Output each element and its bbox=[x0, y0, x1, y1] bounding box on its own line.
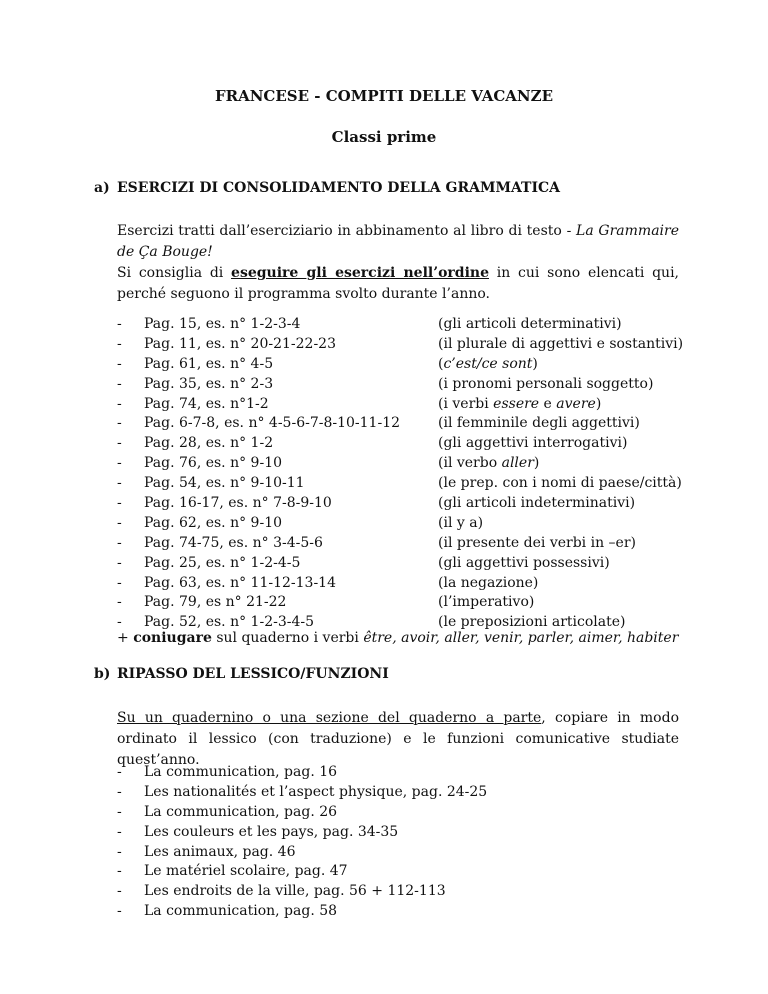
list-item bbox=[117, 574, 717, 594]
bullet-dash: - bbox=[117, 335, 122, 352]
section-a-advice bbox=[117, 263, 679, 305]
section-a-heading bbox=[94, 180, 560, 196]
exercise-ref: Pag. 16-17, es. n° 7-8-9-10 bbox=[144, 495, 332, 512]
bullet-dash: - bbox=[117, 415, 122, 432]
coniugare-bold: coniugare bbox=[133, 630, 212, 646]
lexicon-item: Les nationalités et l’aspect physique, pag. 24-25 bbox=[144, 783, 488, 800]
exercise-ref: Pag. 63, es. n° 11-12-13-14 bbox=[144, 574, 337, 591]
section-a-intro bbox=[117, 221, 679, 263]
section-b-intro bbox=[117, 708, 679, 771]
exercise-topic: (il verbo aller) bbox=[438, 455, 540, 472]
book-title: La Grammaire de Ça Bouge! bbox=[117, 223, 680, 260]
exercise-topic: (il plurale di aggettivi e sostantivi) bbox=[438, 335, 684, 352]
exercise-topic: (i pronomi personali soggetto) bbox=[438, 375, 654, 392]
list-item bbox=[117, 355, 717, 375]
list-item bbox=[117, 494, 717, 514]
coniugare-plus: + bbox=[117, 630, 134, 646]
list-item bbox=[117, 414, 717, 434]
bullet-dash: - bbox=[117, 514, 122, 531]
lexicon-item: Les endroits de la ville, pag. 56 + 112-113 bbox=[144, 883, 446, 900]
bullet-dash: - bbox=[117, 883, 122, 900]
list-item bbox=[117, 474, 717, 494]
exercise-topic: (gli aggettivi possessivi) bbox=[438, 554, 610, 571]
exercise-topic: (l’imperativo) bbox=[438, 594, 535, 611]
section-b-heading bbox=[94, 666, 389, 682]
bullet-dash: - bbox=[117, 863, 122, 880]
lexicon-item: Les couleurs et les pays, pag. 34-35 bbox=[144, 823, 399, 840]
exercise-ref: Pag. 61, es. n° 4-5 bbox=[144, 355, 274, 372]
list-item bbox=[117, 882, 677, 902]
exercise-ref: Pag. 11, es. n° 20-21-22-23 bbox=[144, 335, 337, 352]
section-a-title: ESERCIZI DI CONSOLIDAMENTO DELLA GRAMMATICA bbox=[117, 180, 561, 196]
advice-suffix: in cui sono elencati qui, perché seguono il programma svolto durante l’anno. bbox=[117, 265, 679, 302]
exercise-topic: (gli aggettivi interrogativi) bbox=[438, 435, 628, 452]
list-item bbox=[117, 843, 677, 863]
exercise-list bbox=[117, 315, 717, 633]
list-item bbox=[117, 375, 717, 395]
list-item bbox=[117, 514, 717, 534]
exercise-ref: Pag. 54, es. n° 9-10-11 bbox=[144, 475, 305, 492]
bullet-dash: - bbox=[117, 554, 122, 571]
section-a-letter: a) bbox=[94, 180, 110, 196]
exercise-topic: (i verbi essere e avere) bbox=[438, 395, 602, 412]
exercise-topic: (c’est/ce sont) bbox=[438, 355, 538, 372]
intro-underlined: Su un quadernino o una sezione del quaderno a parte bbox=[117, 710, 542, 726]
list-item bbox=[117, 803, 677, 823]
exercise-topic: (le preposizioni articolate) bbox=[438, 614, 626, 631]
coniugare-line bbox=[117, 630, 678, 646]
bullet-dash: - bbox=[117, 614, 122, 631]
lexicon-item: La communication, pag. 58 bbox=[144, 903, 338, 920]
advice-prefix: Si consiglia di bbox=[117, 265, 232, 281]
bullet-dash: - bbox=[117, 764, 122, 780]
exercise-ref: Pag. 35, es. n° 2-3 bbox=[144, 375, 274, 392]
bullet-dash: - bbox=[117, 455, 122, 472]
lexicon-item: Le matériel scolaire, pag. 47 bbox=[144, 863, 348, 880]
bullet-dash: - bbox=[117, 375, 122, 392]
exercise-ref: Pag. 25, es. n° 1-2-4-5 bbox=[144, 554, 301, 571]
bullet-dash: - bbox=[117, 395, 122, 412]
bullet-dash: - bbox=[117, 843, 122, 860]
lexicon-item: La communication, pag. 16 bbox=[144, 764, 338, 780]
exercise-topic: (il y a) bbox=[438, 514, 484, 531]
bullet-dash: - bbox=[117, 316, 122, 332]
list-item bbox=[117, 335, 717, 355]
section-b-letter: b) bbox=[94, 666, 111, 682]
bullet-dash: - bbox=[117, 435, 122, 452]
exercise-topic: (gli articoli indeterminativi) bbox=[438, 495, 636, 512]
list-item bbox=[117, 763, 677, 783]
list-item bbox=[117, 315, 717, 335]
document-title: FRANCESE - COMPITI DELLE VACANZE bbox=[214, 87, 554, 105]
list-item bbox=[117, 434, 717, 454]
exercise-ref: Pag. 28, es. n° 1-2 bbox=[144, 435, 274, 452]
document-subtitle: Classi prime bbox=[331, 128, 437, 146]
exercise-topic: (il femminile degli aggettivi) bbox=[438, 415, 640, 432]
bullet-dash: - bbox=[117, 475, 122, 492]
list-item bbox=[117, 823, 677, 843]
intro-text: Esercizi tratti dall’eserciziario in abbinamento al libro di testo - bbox=[117, 223, 577, 239]
lexicon-item: Les animaux, pag. 46 bbox=[144, 843, 296, 860]
bullet-dash: - bbox=[117, 355, 122, 372]
list-item bbox=[117, 862, 677, 882]
bullet-dash: - bbox=[117, 495, 122, 512]
intro-rest: , copiare in modo ordinato il lessico (con traduzione) e le funzioni comunicative studiate quest’anno. bbox=[117, 710, 679, 768]
bullet-dash: - bbox=[117, 594, 122, 611]
list-item bbox=[117, 902, 677, 922]
bullet-dash: - bbox=[117, 534, 122, 551]
exercise-ref: Pag. 62, es. n° 9-10 bbox=[144, 514, 283, 531]
lexicon-list bbox=[117, 763, 677, 922]
exercise-ref: Pag. 79, es n° 21-22 bbox=[144, 594, 287, 611]
exercise-ref: Pag. 74, es. n°1-2 bbox=[144, 395, 269, 412]
bullet-dash: - bbox=[117, 903, 122, 920]
list-item bbox=[117, 783, 677, 803]
bullet-dash: - bbox=[117, 823, 122, 840]
bullet-dash: - bbox=[117, 783, 122, 800]
exercise-ref: Pag. 74-75, es. n° 3-4-5-6 bbox=[144, 534, 323, 551]
list-item bbox=[117, 454, 717, 474]
exercise-topic: (gli articoli determinativi) bbox=[438, 316, 622, 332]
exercise-ref: Pag. 76, es. n° 9-10 bbox=[144, 455, 283, 472]
section-b-title: RIPASSO DEL LESSICO/FUNZIONI bbox=[117, 666, 389, 682]
exercise-topic: (il presente dei verbi in –er) bbox=[438, 534, 636, 551]
exercise-topic: (la negazione) bbox=[438, 574, 539, 591]
coniugare-verbs: être, avoir, aller, venir, parler, aimer, habiter bbox=[363, 630, 679, 646]
bullet-dash: - bbox=[117, 574, 122, 591]
lexicon-item: La communication, pag. 26 bbox=[144, 803, 338, 820]
exercise-ref: Pag. 52, es. n° 1-2-3-4-5 bbox=[144, 614, 315, 631]
exercise-ref: Pag. 15, es. n° 1-2-3-4 bbox=[144, 316, 301, 332]
coniugare-mid: sul quaderno i verbi bbox=[211, 630, 364, 646]
exercise-topic: (le prep. con i nomi di paese/città) bbox=[438, 475, 682, 492]
list-item bbox=[117, 554, 717, 574]
list-item bbox=[117, 593, 717, 613]
list-item bbox=[117, 534, 717, 554]
list-item bbox=[117, 395, 717, 415]
advice-emphasis: eseguire gli esercizi nell’ordine bbox=[231, 265, 489, 281]
exercise-ref: Pag. 6-7-8, es. n° 4-5-6-7-8-10-11-12 bbox=[144, 415, 401, 432]
bullet-dash: - bbox=[117, 803, 122, 820]
